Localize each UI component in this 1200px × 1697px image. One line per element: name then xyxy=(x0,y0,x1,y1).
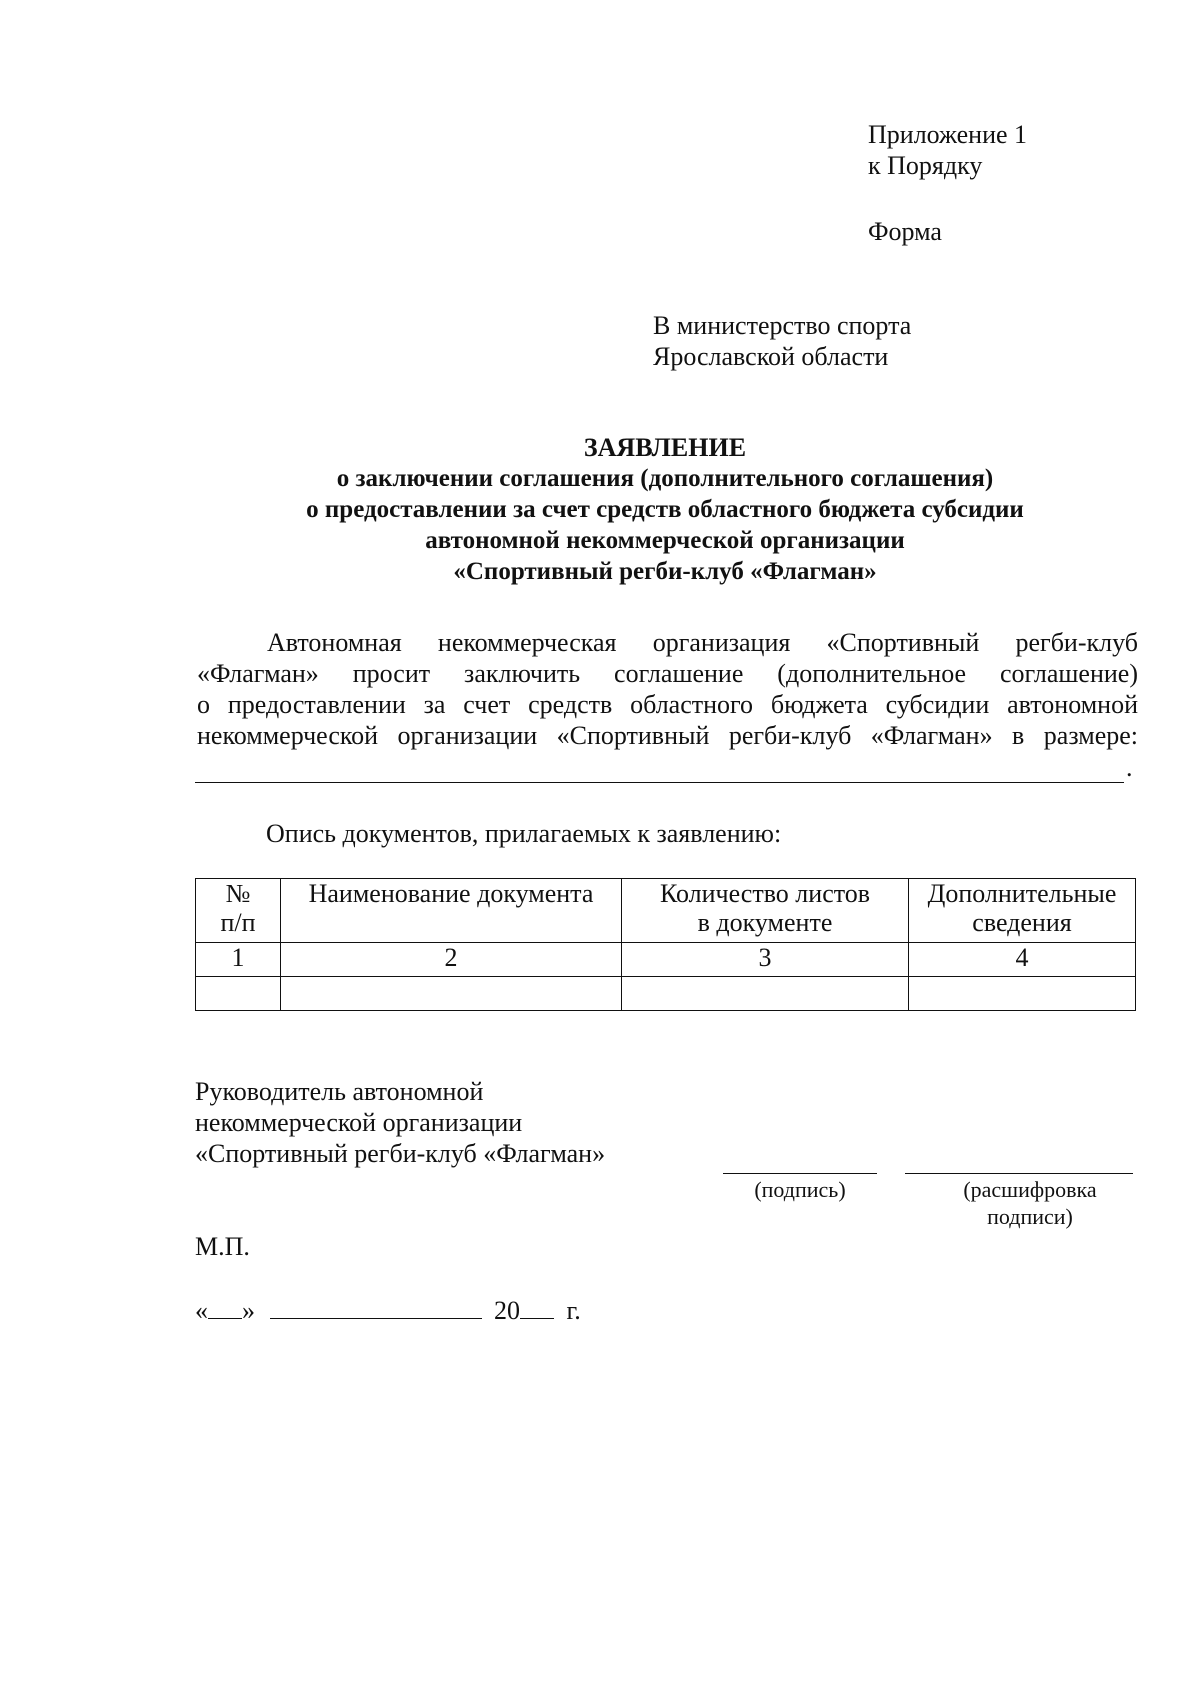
annex-order: к Порядку xyxy=(868,151,983,180)
form-label: Форма xyxy=(868,217,942,246)
day-blank[interactable] xyxy=(208,1296,242,1319)
header-sheet-count-line-1: Количество листов xyxy=(659,879,871,908)
signature-decode-caption-line-1: (расшифровка xyxy=(963,1177,1097,1202)
signature-decode-line[interactable] xyxy=(905,1163,1133,1174)
table-cell[interactable] xyxy=(281,977,622,1011)
amount-fill-line[interactable] xyxy=(195,752,1124,783)
date-open-quote: « xyxy=(195,1296,208,1325)
numbering-cell: 1 xyxy=(196,943,281,977)
signature-decode-caption xyxy=(930,1176,1130,1230)
header-sheet-count-line-2: в документе xyxy=(697,908,833,937)
table-cell[interactable] xyxy=(622,977,909,1011)
header-document-name xyxy=(281,879,622,943)
numbering-cell: 2 xyxy=(281,943,622,977)
signature-caption: (подпись) xyxy=(754,1177,846,1202)
paragraph-line-2: «Флагман» просит заключить соглашение (дополнительное соглашение) xyxy=(197,659,1138,688)
header-number-line-2: п/п xyxy=(220,908,256,937)
numbering-cell: 4 xyxy=(909,943,1136,977)
annex-reference xyxy=(868,119,1027,181)
table-cell[interactable] xyxy=(196,977,281,1011)
paragraph-line-4: некоммерческой организации «Спортивный регби-клуб «Флагман» в размере: xyxy=(197,721,1138,750)
inventory-heading: Опись документов, прилагаемых к заявлению: xyxy=(266,819,782,848)
annex-number: Приложение 1 xyxy=(868,120,1028,149)
signatory-line-3: «Спортивный регби-клуб «Флагман» xyxy=(195,1139,606,1168)
table-numbering-row xyxy=(196,943,1136,977)
signatory-title xyxy=(195,1076,605,1169)
header-additional-info-line-1: Дополнительные xyxy=(927,879,1117,908)
seal-place: М.П. xyxy=(195,1232,250,1261)
header-number-line-1: № xyxy=(225,879,251,908)
date-row xyxy=(195,1295,581,1326)
year-blank[interactable] xyxy=(520,1296,554,1319)
title-line-2: о предоставлении за счет средств областного бюджета субсидии xyxy=(306,496,1024,523)
paragraph-line-3: о предоставлении за счет средств областного бюджета субсидии автономной xyxy=(197,690,1138,719)
header-additional-info xyxy=(909,879,1136,943)
table-header-row xyxy=(196,879,1136,943)
documents-table xyxy=(195,878,1136,1011)
month-blank[interactable] xyxy=(270,1296,482,1319)
signature-line[interactable] xyxy=(723,1163,877,1174)
header-document-name-line-1: Наименование документа xyxy=(308,879,594,908)
title-main: ЗАЯВЛЕНИЕ xyxy=(583,433,747,462)
title-line-4: «Спортивный регби-клуб «Флагман» xyxy=(453,558,877,585)
document-title xyxy=(190,432,1140,587)
table-cell[interactable] xyxy=(909,977,1136,1011)
year-prefix: 20 xyxy=(494,1296,520,1325)
table-row[interactable] xyxy=(196,977,1136,1011)
signatory-line-1: Руководитель автономной xyxy=(195,1077,484,1106)
signatory-line-2: некоммерческой организации xyxy=(195,1108,523,1137)
title-line-3: автономной некоммерческой организации xyxy=(425,527,905,554)
date-close-quote: » xyxy=(242,1296,255,1325)
addressee xyxy=(653,310,911,372)
request-paragraph xyxy=(197,627,1138,751)
title-line-1: о заключении соглашения (дополнительного соглашения) xyxy=(336,465,994,492)
header-additional-info-line-2: сведения xyxy=(972,908,1072,937)
header-number xyxy=(196,879,281,943)
year-suffix: г. xyxy=(566,1296,581,1325)
addressee-line-2: Ярославской области xyxy=(653,342,889,371)
header-sheet-count xyxy=(622,879,909,943)
amount-end-dot: . xyxy=(1126,753,1133,782)
addressee-line-1: В министерство спорта xyxy=(653,311,912,340)
numbering-cell: 3 xyxy=(622,943,909,977)
signature-decode-caption-line-2: подписи) xyxy=(987,1204,1073,1229)
paragraph-line-1: Автономная некоммерческая организация «Спортивный регби-клуб xyxy=(267,628,1138,657)
